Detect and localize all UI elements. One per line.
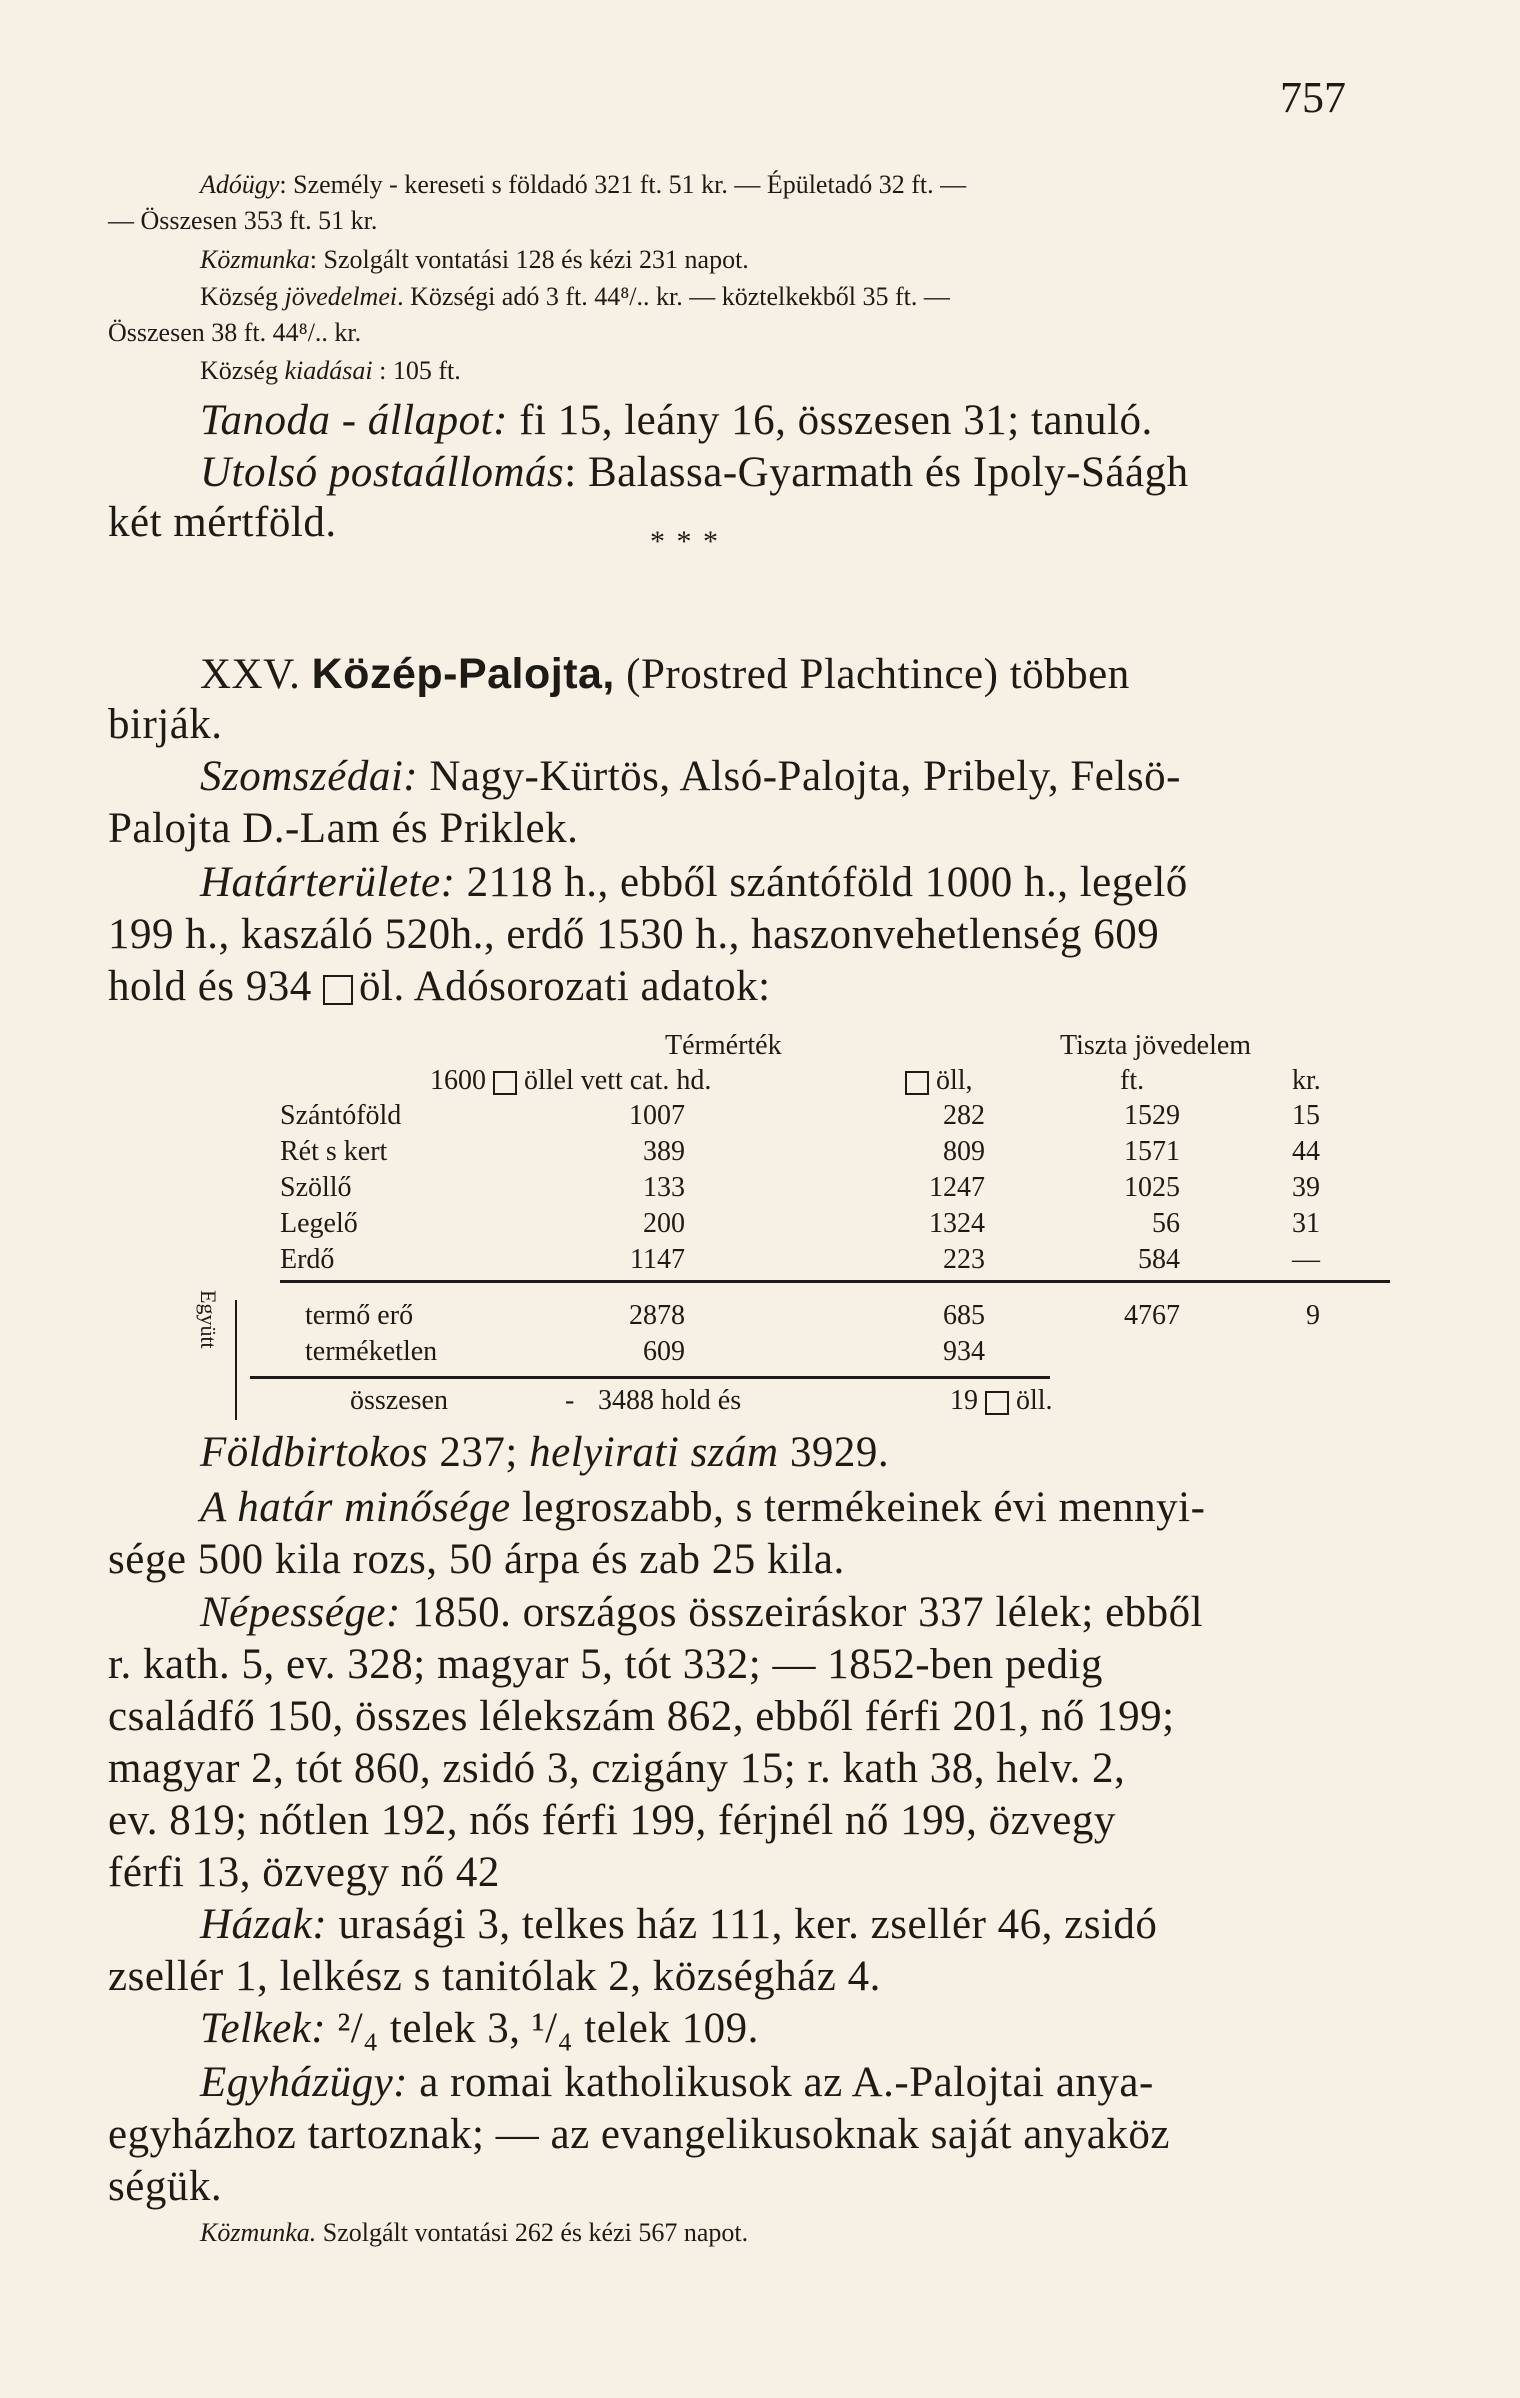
nepesseg-line-5: ev. 819; nőtlen 192, nős férfi 199, férjnél nő 199, özvegy	[108, 1797, 1116, 1844]
row-ft: 1025	[1124, 1172, 1180, 1203]
osszesen-ol-value: 19	[950, 1385, 978, 1416]
posta-label: Utolsó postaállomás	[200, 449, 565, 496]
helyirati-label: helyirati szám	[529, 1429, 779, 1476]
termo-name: termő erő	[305, 1300, 414, 1331]
termo-kr: 9	[1306, 1300, 1320, 1331]
szomszedai-line	[200, 752, 1181, 801]
kiadasai-text: : 105 ft.	[372, 356, 461, 385]
square-symbol-icon	[985, 1391, 1009, 1415]
kiadasai-label: kiadásai	[284, 356, 373, 385]
table-header-tiszta: Tiszta jövedelem	[1060, 1030, 1252, 1061]
adougy-line	[200, 170, 966, 200]
tanoda-line	[200, 396, 1153, 445]
kozmunka-label: Közmunka	[200, 245, 310, 274]
hatar-text: 2118 h., ebből szántóföld 1000 h., legelő	[455, 859, 1188, 906]
telkek-text: ²/₄ telek 3, ¹/₄ telek 109.	[326, 2005, 759, 2052]
row-ol: 1247	[929, 1172, 985, 1203]
hatar-minosege-line-2: sége 500 kila rozs, 50 árpa és zab 25 kila.	[108, 1536, 845, 1583]
hatar-text-3a: hold és 934	[108, 963, 324, 1010]
row-ol: 282	[943, 1100, 985, 1131]
tanoda-label: Tanoda - állapot:	[200, 397, 508, 444]
nepesseg-line-6: férfi 13, özvegy nő 42	[108, 1849, 500, 1896]
osszesen-hd: 3488 hold és	[598, 1385, 742, 1416]
section-number: XXV.	[200, 651, 301, 698]
hatar-line	[200, 858, 1188, 907]
telkek-line	[200, 2004, 759, 2053]
kozmunka-line	[200, 245, 749, 275]
row-kr: —	[1292, 1244, 1320, 1275]
row-name: Szántóföld	[280, 1100, 402, 1131]
row-ol: 223	[943, 1244, 985, 1275]
row-ol: 809	[943, 1136, 985, 1167]
bracket-line	[235, 1300, 237, 1420]
row-kr: 15	[1292, 1100, 1320, 1131]
row-hd: 1147	[630, 1244, 685, 1275]
egyutt-side-label: Együtt	[196, 1290, 221, 1349]
foldbirtokos-line	[200, 1428, 889, 1477]
posta-line	[200, 448, 1189, 497]
nepesseg-line-3: családfő 150, összes lélekszám 862, ebből férfi 201, nő 199;	[108, 1693, 1175, 1740]
square-symbol-icon	[905, 1071, 929, 1095]
row-ft: 1571	[1124, 1136, 1180, 1167]
egyhazugy-line-3: ségük.	[108, 2163, 223, 2210]
szomszedai-label: Szomszédai:	[200, 753, 419, 800]
osszesen2-line: Összesen 38 ft. 44⁸/.. kr.	[108, 318, 362, 347]
section-separator-stars: * * *	[650, 525, 720, 558]
row-name: Legelő	[280, 1208, 358, 1239]
header-oellel: öllel vett cat. hd.	[524, 1065, 712, 1096]
termo-ft: 4767	[1124, 1300, 1180, 1331]
foldbirtokos-value: 237;	[428, 1429, 530, 1476]
szomszedai-text: Nagy-Kürtös, Alsó-Palojta, Pribely, Felsö-	[418, 753, 1181, 800]
row-kr: 31	[1292, 1208, 1320, 1239]
table-header-termertek: Térmérték	[665, 1030, 782, 1061]
termo-hd: 2878	[629, 1300, 685, 1331]
table-header-oll	[905, 1065, 973, 1097]
kozseg-word: Község	[200, 282, 285, 311]
hazak-line	[200, 1900, 1157, 1949]
nepesseg-line-4: magyar 2, tót 860, zsidó 3, czigány 15; r. kath 38, helv. 2,	[108, 1745, 1126, 1792]
osszesen-dash: -	[565, 1385, 575, 1416]
tanoda-text: fi 15, leány 16, összesen 31; tanuló.	[507, 397, 1153, 444]
kiadasai-line	[200, 356, 461, 386]
hazak-line-2: zsellér 1, lelkész s tanitólak 2, községház 4.	[108, 1953, 881, 2000]
hatar-line-3	[108, 962, 771, 1011]
row-name: Szöllő	[280, 1172, 352, 1203]
hatar-text-3b: öl. Adósorozati adatok:	[359, 963, 771, 1010]
hatar-minosege-text: legroszabb, s termékeinek évi mennyi-	[510, 1484, 1206, 1531]
kozseg-jovedelmei-line	[200, 282, 950, 312]
header-1600: 1600	[430, 1065, 486, 1096]
foldbirtokos-label: Földbirtokos	[200, 1429, 429, 1476]
row-name: Rét s kert	[280, 1136, 388, 1167]
adougy-label: Adóügy	[200, 170, 280, 199]
section-subtitle: (Prostred Plachtince) többen	[614, 651, 1130, 698]
osszesen-name: összesen	[350, 1385, 448, 1416]
row-hd: 133	[643, 1172, 685, 1203]
szomszedai-line-2: Palojta D.-Lam és Priklek.	[108, 805, 579, 852]
row-name: Erdő	[280, 1244, 335, 1275]
posta-text: : Balassa-Gyarmath és Ipoly-Sáágh	[564, 449, 1189, 496]
page-number: 757	[1280, 73, 1346, 122]
jovedelmei-text: . Községi adó 3 ft. 44⁸/.. kr. — köztelkekből 35 ft. —	[397, 282, 950, 311]
nepesseg-line-2: r. kath. 5, ev. 328; magyar 5, tót 332; — 1852-ben pedig	[108, 1641, 1103, 1688]
table-header-row2	[430, 1065, 711, 1097]
hatar-minosege-line	[200, 1483, 1205, 1532]
termeketlen-name: terméketlen	[305, 1336, 438, 1367]
kozseg-word-2: Község	[200, 356, 285, 385]
square-symbol-icon	[493, 1071, 517, 1095]
osszesen-tail: öll.	[1016, 1385, 1053, 1416]
termeketlen-hd: 609	[643, 1336, 685, 1367]
helyirati-value: 3929.	[778, 1429, 890, 1476]
row-ft: 56	[1152, 1208, 1180, 1239]
kozmunka2-label: Közmunka.	[200, 2218, 317, 2247]
termeketlen-ol: 934	[943, 1336, 985, 1367]
section-heading-2: birják.	[108, 701, 223, 748]
square-symbol-icon	[323, 975, 353, 1005]
posta-line-2: két mértföld.	[108, 499, 337, 546]
row-hd: 1007	[629, 1100, 685, 1131]
table-header-kr: kr.	[1292, 1065, 1321, 1096]
row-ft: 1529	[1124, 1100, 1180, 1131]
kozmunka2-line	[200, 2218, 748, 2248]
row-kr: 44	[1292, 1136, 1320, 1167]
nepesseg-text-1: 1850. országos összeiráskor 337 lélek; ebből	[400, 1589, 1204, 1636]
kozmunka-text: : Szolgált vontatási 128 és kézi 231 napot.	[309, 245, 749, 274]
adougy-text: : Személy - kereseti s földadó 321 ft. 51 kr. — Épületadó 32 ft. —	[279, 170, 967, 199]
nepesseg-line-1	[200, 1588, 1203, 1637]
table-divider	[280, 1280, 1390, 1283]
section-heading	[200, 650, 1130, 699]
nepesseg-label: Népessége:	[200, 1589, 401, 1636]
row-ol: 1324	[929, 1208, 985, 1239]
egyhazugy-label: Egyházügy:	[200, 2059, 408, 2106]
egyhazugy-line-2: egyházhoz tartoznak; — az evangelikusoknak saját anyaköz	[108, 2111, 1170, 2158]
egyhazugy-line	[200, 2058, 1154, 2107]
hatar-minosege-label: A határ minősége	[200, 1484, 511, 1531]
jovedelmei-label: jövedelmei	[284, 282, 398, 311]
section-title: Közép-Palojta,	[311, 650, 615, 698]
osszesen-line: — Összesen 353 ft. 51 kr.	[108, 206, 378, 235]
table-header-ft: ft.	[1120, 1065, 1145, 1096]
row-hd: 200	[643, 1208, 685, 1239]
row-ft: 584	[1138, 1244, 1180, 1275]
total-divider	[250, 1376, 1050, 1379]
hazak-label: Házak:	[200, 1901, 328, 1948]
row-hd: 389	[643, 1136, 685, 1167]
osszesen-ol	[950, 1385, 1053, 1417]
row-kr: 39	[1292, 1172, 1320, 1203]
header-oll: öll,	[936, 1065, 973, 1096]
kozmunka2-text: Szolgált vontatási 262 és kézi 567 napot.	[316, 2218, 749, 2247]
hatar-line-2: 199 h., kaszáló 520h., erdő 1530 h., haszonvehetlenség 609	[108, 911, 1160, 958]
egyhazugy-text: a romai katholikusok az A.-Palojtai anya-	[408, 2059, 1154, 2106]
hazak-text: urasági 3, telkes ház 111, ker. zsellér 46, zsidó	[327, 1901, 1158, 1948]
termo-ol: 685	[943, 1300, 985, 1331]
hatar-label: Határterülete:	[200, 859, 456, 906]
telkek-label: Telkek:	[200, 2005, 327, 2052]
